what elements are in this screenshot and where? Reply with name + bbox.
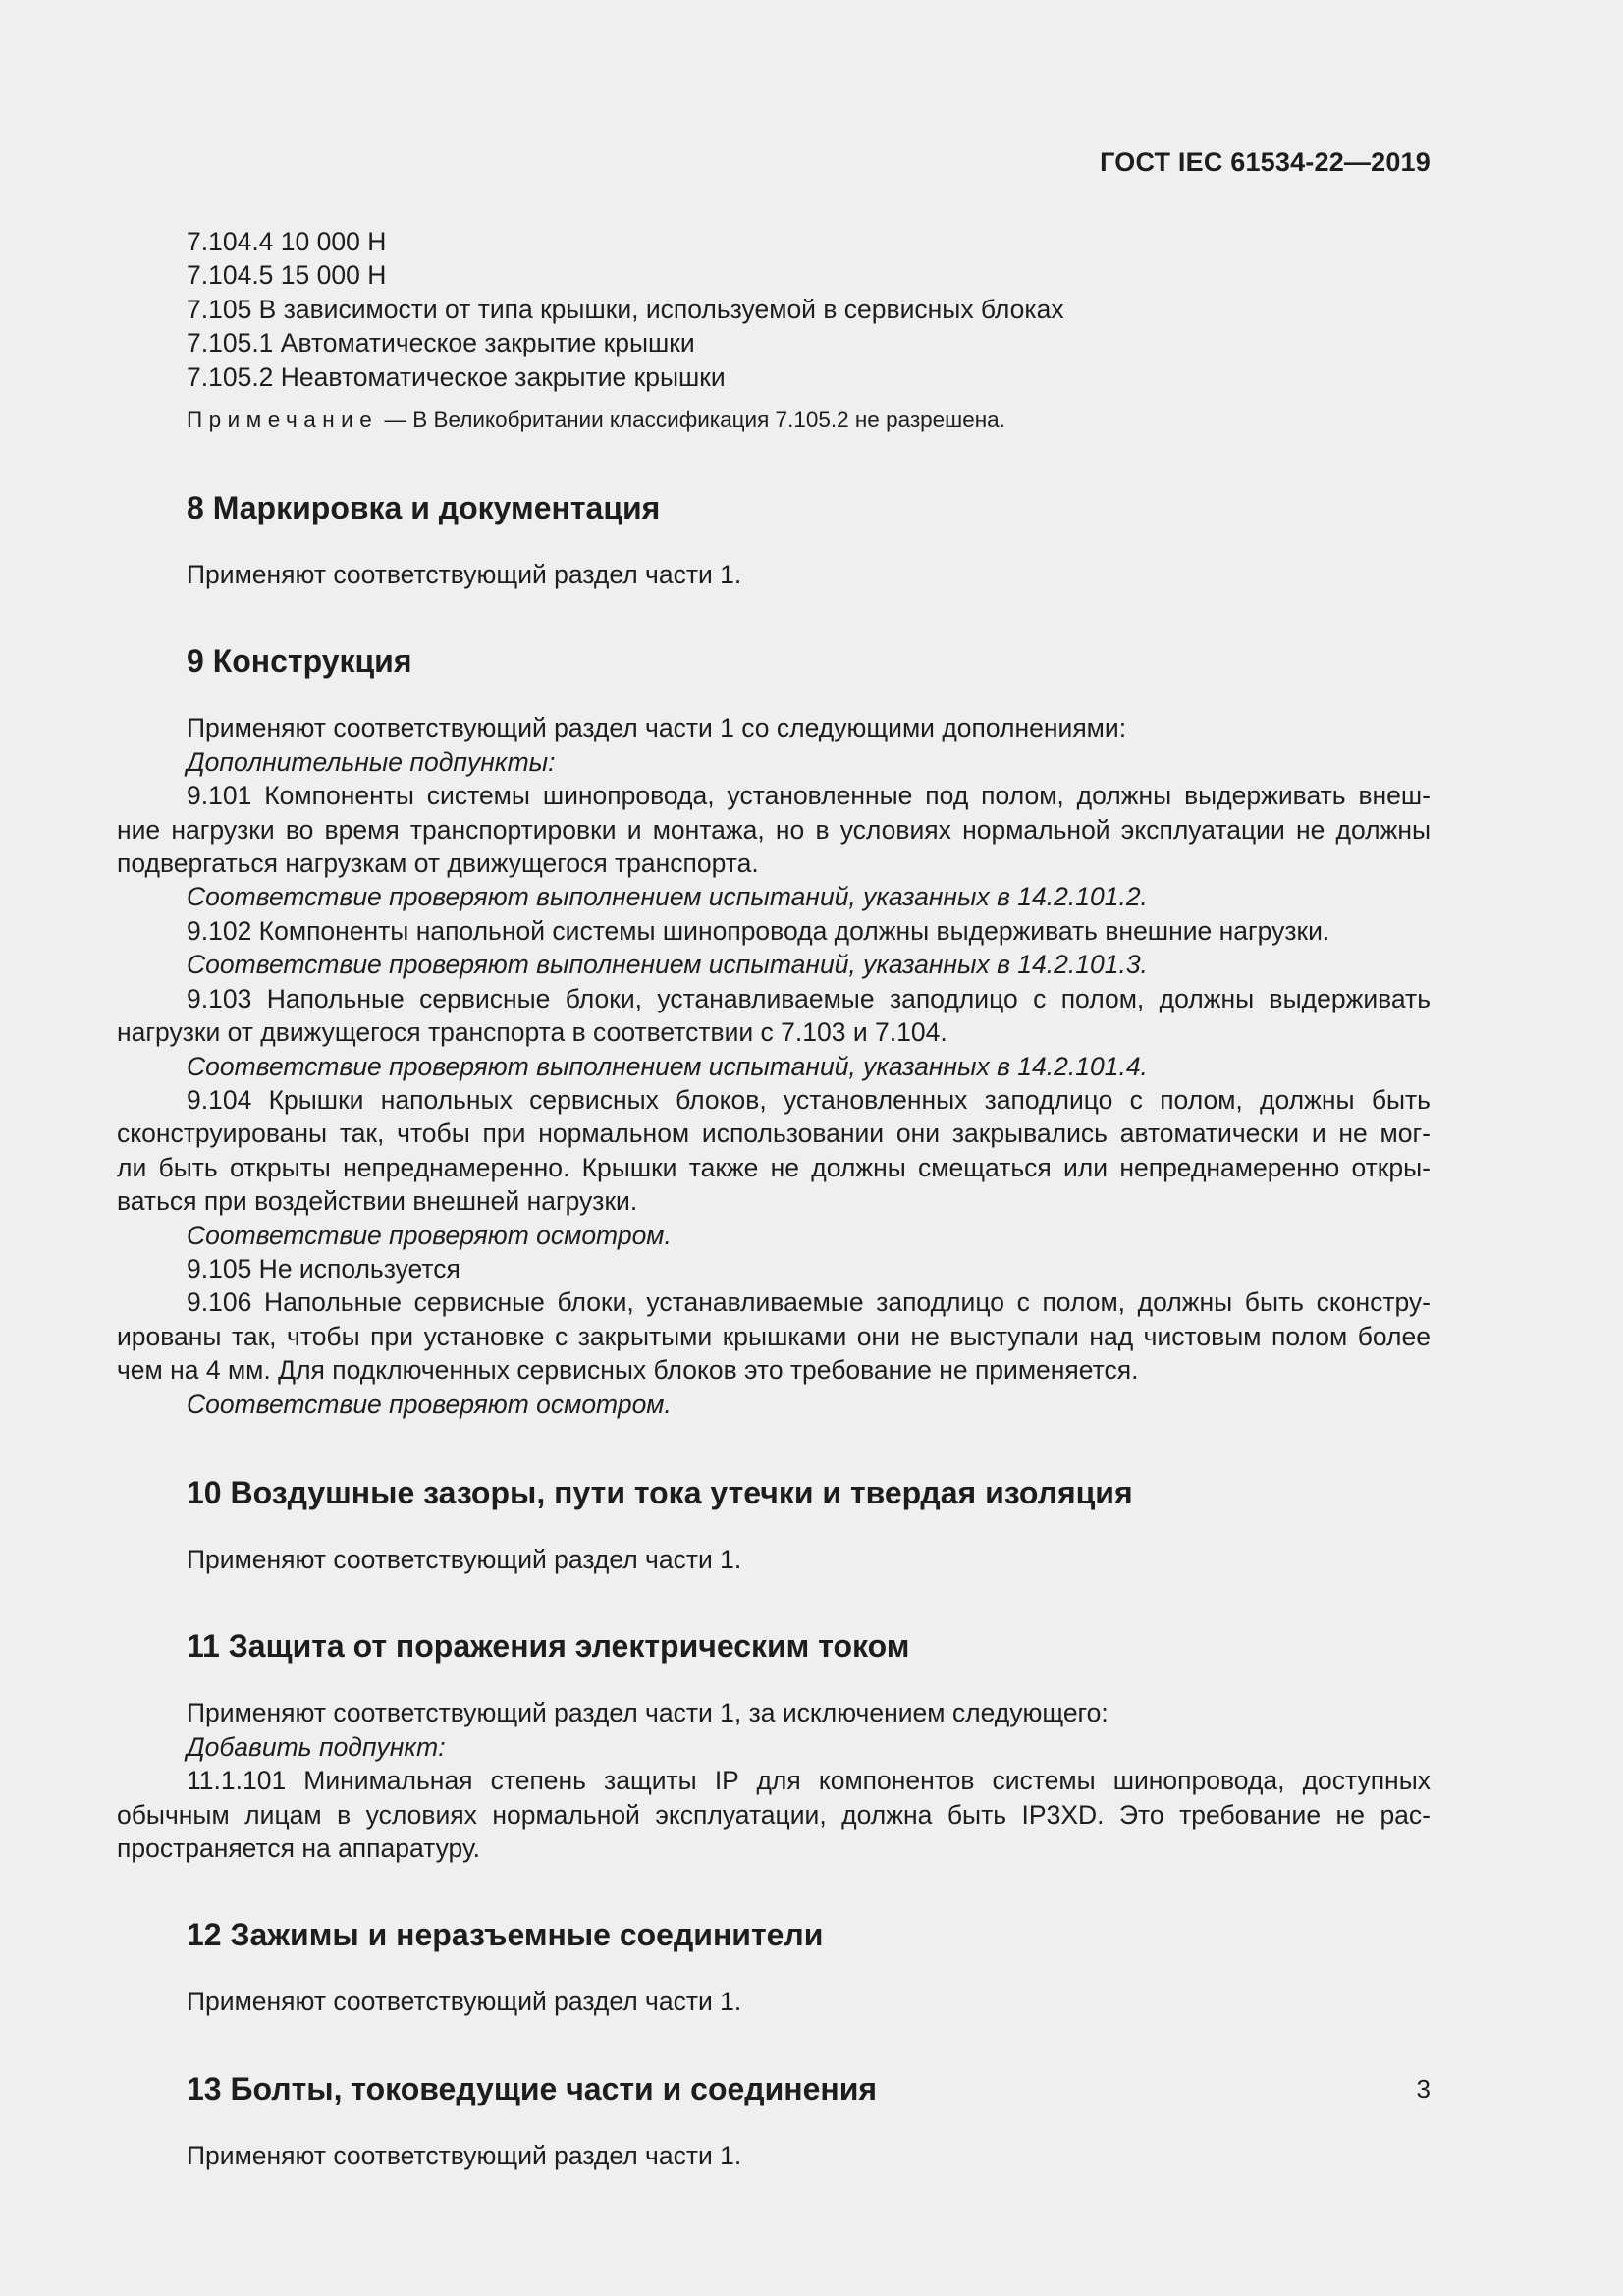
paragraph-11-1-101-line: 11.1.101 Минимальная степень защиты IP для компонентов системы шинопровода, доступных — [187, 1766, 1431, 1796]
compliance-9-104: Соответствие проверяют осмотром. — [187, 1220, 672, 1250]
note-text: — В Великобритании классификация 7.105.2 не разрешена. — [378, 408, 1005, 433]
list-item: 7.105.1 Автоматическое закрытие крышки — [187, 328, 695, 358]
section-12-body: Применяют соответствующий раздел части 1. — [187, 1987, 742, 2017]
paragraph-9-103-line: 9.103 Напольные сервисные блоки, устанавливаемые заподлицо с полом, должны выдерживать — [187, 983, 1431, 1013]
section-8-heading: 8 Маркировка и документация — [187, 490, 661, 526]
note-label: Примечание — [187, 408, 379, 433]
compliance-9-103: Соответствие проверяют выполнением испытаний, указанных в 14.2.101.4. — [187, 1051, 1148, 1081]
paragraph-11-1-101-line: обычным лицам в условиях нормальной эксплуатации, должна быть IP3XD. Это требование не рас- — [117, 1799, 1431, 1830]
section-8-body: Применяют соответствующий раздел части 1. — [187, 560, 742, 590]
paragraph-9-106-line: ированы так, чтобы при установке с закрытыми крышками они не выступали над чистовым полом более — [117, 1321, 1431, 1351]
section-11-add-label: Добавить подпункт: — [187, 1731, 446, 1762]
paragraph-9-102: 9.102 Компоненты напольной системы шинопровода должны выдерживать внешние нагрузки. — [187, 915, 1330, 946]
section-13-body: Применяют соответствующий раздел части 1. — [187, 2140, 742, 2170]
paragraph-11-1-101-line: пространяется на аппаратуру. — [117, 1833, 480, 1863]
paragraph-9-104-line: ли быть открыты непреднамеренно. Крышки также не должны смещаться или непреднамеренно откры- — [117, 1152, 1431, 1182]
paragraph-9-104-line: сконструированы так, чтобы при нормальном использовании они закрывались автоматически и не мог- — [117, 1119, 1431, 1149]
section-12-heading: 12 Зажимы и неразъемные соединители — [187, 1917, 824, 1953]
list-item: 7.105.2 Неавтоматическое закрытие крышки — [187, 361, 726, 392]
section-9-intro: Применяют соответствующий раздел части 1 со следующими дополнениями: — [187, 713, 1127, 743]
paragraph-9-104-line: 9.104 Крышки напольных сервисных блоков, установленных заподлицо с полом, должны быть — [187, 1084, 1431, 1115]
paragraph-9-106-line: чем на 4 мм. Для подключенных сервисных блоков это требование не применяется. — [117, 1355, 1139, 1386]
compliance-9-106: Соответствие проверяют осмотром. — [187, 1389, 672, 1419]
section-10-heading: 10 Воздушные зазоры, пути тока утечки и твердая изоляция — [187, 1474, 1133, 1510]
compliance-9-101: Соответствие проверяют выполнением испытаний, указанных в 14.2.101.2. — [187, 882, 1148, 912]
section-9-heading: 9 Конструкция — [187, 643, 412, 680]
paragraph-9-103-line: нагрузки от движущегося транспорта в соответствии с 7.103 и 7.104. — [117, 1017, 947, 1048]
section-9-additional-label: Дополнительные подпункты: — [187, 746, 556, 777]
compliance-9-102: Соответствие проверяют выполнением испытаний, указанных в 14.2.101.3. — [187, 950, 1148, 980]
paragraph-9-101-line: 9.101 Компоненты системы шинопровода, установленные под полом, должны выдерживать внеш- — [187, 781, 1431, 811]
list-item: 7.104.4 10 000 Н — [187, 227, 387, 256]
list-item: 7.104.5 15 000 Н — [187, 260, 387, 291]
page-content — [117, 225, 1431, 2172]
paragraph-9-101-line: ние нагрузки во время транспортировки и монтажа, но в условиях нормальной эксплуатации не должны — [117, 814, 1431, 845]
note — [117, 406, 1431, 435]
section-11-intro: Применяют соответствующий раздел части 1, за исключением следующего: — [187, 1698, 1109, 1728]
paragraph-9-105: 9.105 Не используется — [187, 1253, 460, 1284]
list-item: 7.105 В зависимости от типа крышки, используемой в сервисных блоках — [187, 294, 1064, 324]
section-11-heading: 11 Защита от поражения электрическим током — [187, 1628, 910, 1665]
section-13-heading: 13 Болты, токоведущие части и соединения — [187, 2070, 878, 2106]
paragraph-9-104-line: ваться при воздействии внешней нагрузки. — [117, 1186, 638, 1217]
paragraph-9-101-line: подвергаться нагрузкам от движущегося транспорта. — [117, 848, 759, 879]
section-10-body: Применяют соответствующий раздел части 1. — [187, 1544, 742, 1574]
paragraph-9-106-line: 9.106 Напольные сервисные блоки, устанавливаемые заподлицо с полом, должны быть сконстру- — [187, 1287, 1431, 1318]
page-number: 3 — [1416, 2074, 1431, 2104]
document-header: ГОСТ IEC 61534-22—2019 — [1100, 147, 1431, 177]
